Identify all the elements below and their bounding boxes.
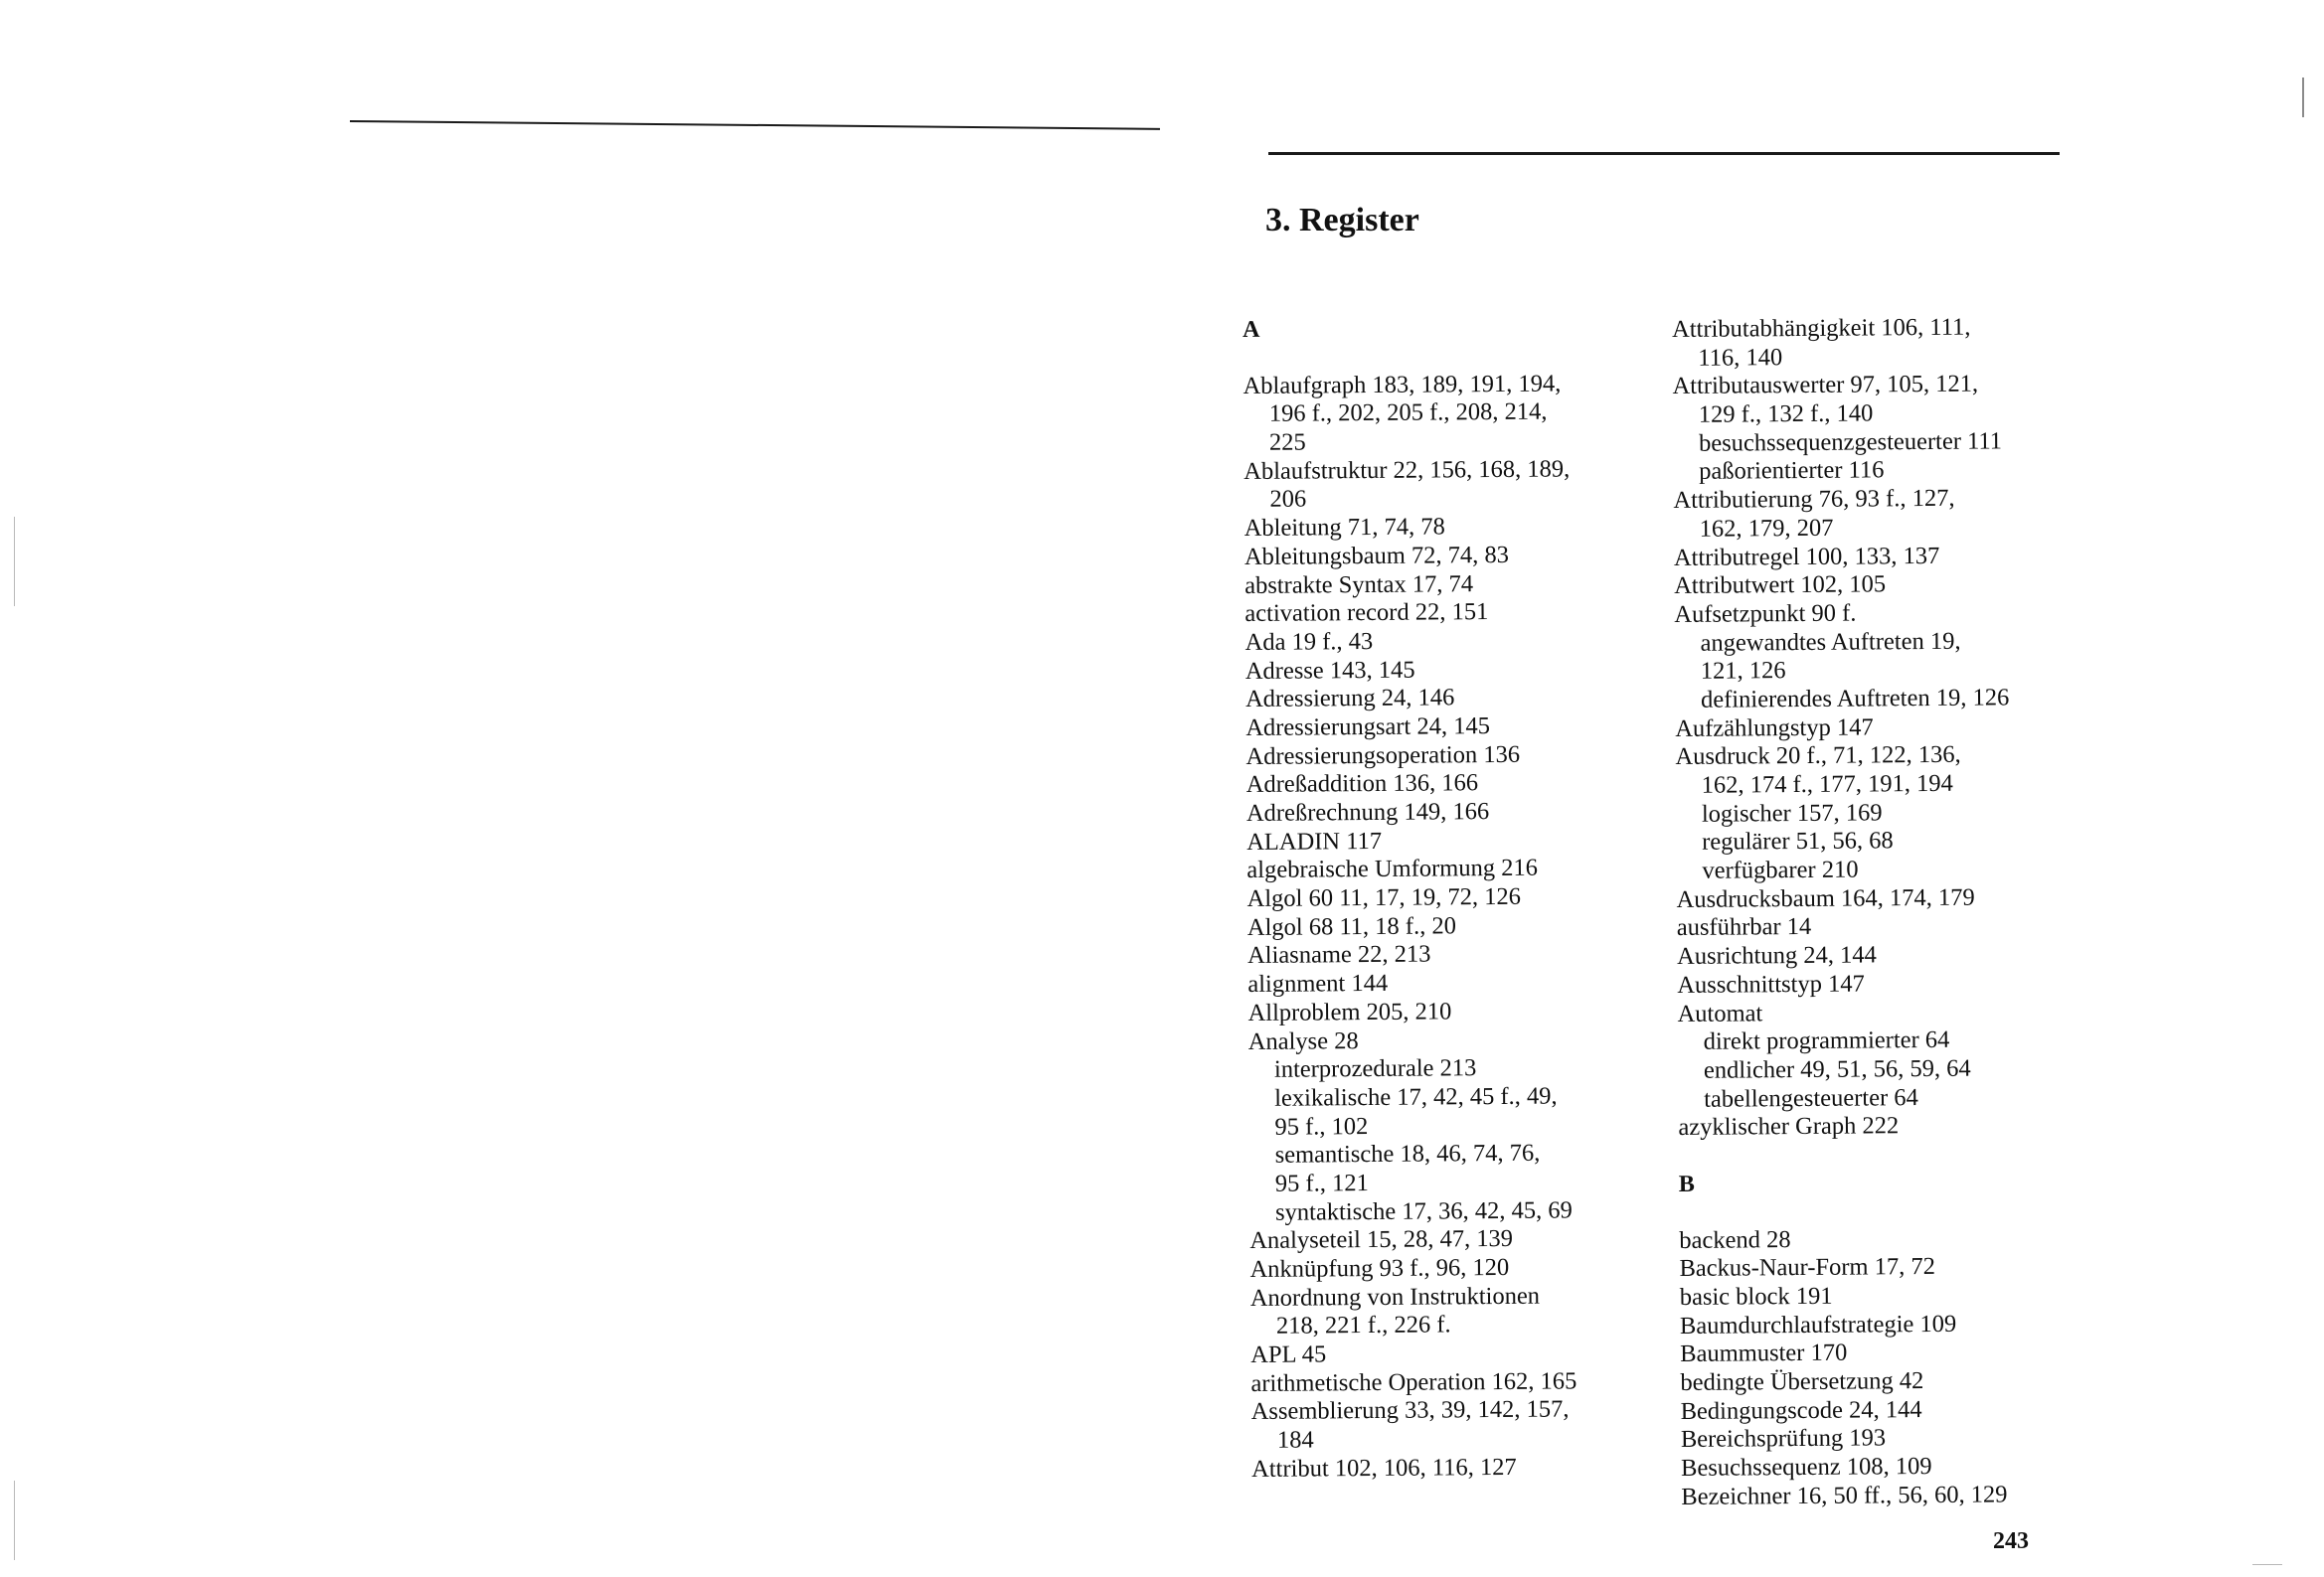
scan-artifact-mark xyxy=(14,1481,15,1560)
index-entry: Aufsetzpunkt 90 f. xyxy=(1674,599,1857,628)
index-entry: Backus-Naur-Form 17, 72 xyxy=(1679,1253,1936,1283)
index-subentry: paßorientierter 116 xyxy=(1699,456,1885,486)
index-entry: Attributwert 102, 105 xyxy=(1674,570,1887,600)
right-page-header-rule xyxy=(1268,152,2060,155)
index-entry: Ausrichtung 24, 144 xyxy=(1676,941,1877,971)
index-subentry: angewandtes Auftreten 19, xyxy=(1700,627,1961,657)
index-entry-continuation: 184 xyxy=(1276,1426,1314,1454)
index-entry-continuation: 206 xyxy=(1269,485,1307,514)
index-subentry: tabellengesteuerter 64 xyxy=(1704,1083,1918,1113)
index-spacer xyxy=(1679,1140,2096,1171)
index-spacer xyxy=(1679,1195,2096,1226)
index-entry: Ableitung 71, 74, 78 xyxy=(1244,513,1445,543)
index-subentry: interprozedurale 213 xyxy=(1273,1054,1477,1083)
index-entry: Anknüpfung 93 f., 96, 120 xyxy=(1249,1253,1510,1283)
index-entry: activation record 22, 151 xyxy=(1245,598,1489,628)
index-entry: Adressierungsoperation 136 xyxy=(1245,740,1521,770)
index-entry: Adressierung 24, 146 xyxy=(1245,684,1455,713)
index-entry: Ablaufgraph 183, 189, 191, 194, xyxy=(1243,370,1562,399)
index-subentry: lexikalische 17, 42, 45 f., 49, xyxy=(1274,1082,1558,1112)
index-entry: basic block 191 xyxy=(1679,1282,1833,1311)
index-entry: Attributregel 100, 133, 137 xyxy=(1673,542,1940,571)
index-entry: Adressierungsart 24, 145 xyxy=(1245,711,1490,741)
index-entry: ALADIN 117 xyxy=(1246,827,1383,856)
left-page-header-rule xyxy=(350,120,1160,130)
index-entry: abstrakte Syntax 17, 74 xyxy=(1245,569,1474,599)
index-entry-continuation: 129 f., 132 f., 140 xyxy=(1698,399,1874,428)
index-entry: Bezeichner 16, 50 ff., 56, 60, 129 xyxy=(1681,1481,2008,1510)
index-entry: Ausdrucksbaum 164, 174, 179 xyxy=(1676,883,1975,913)
index-entry: Analyseteil 15, 28, 47, 139 xyxy=(1249,1225,1514,1255)
scan-artifact-mark xyxy=(2302,78,2304,117)
index-entry: Attributauswerter 97, 105, 121, xyxy=(1672,370,1979,400)
section-title: 3. Register xyxy=(1265,202,1419,238)
index-entry: Assemblierung 33, 39, 142, 157, xyxy=(1250,1395,1570,1426)
index-entry: Automat xyxy=(1677,999,1763,1027)
index-subentry: definierendes Auftreten 19, 126 xyxy=(1700,684,2010,713)
index-entry: Ausdruck 20 f., 71, 122, 136, xyxy=(1675,741,1961,771)
index-subentry: direkt programmierter 64 xyxy=(1703,1026,1950,1055)
index-spacer xyxy=(1243,341,1660,372)
index-entry: APL 45 xyxy=(1250,1340,1327,1369)
index-entry: azyklischer Graph 222 xyxy=(1678,1112,1900,1142)
index-entry: arithmetische Operation 162, 165 xyxy=(1250,1367,1577,1397)
index-entry: Bedingungscode 24, 144 xyxy=(1680,1395,1922,1425)
index-entry: Allproblem 205, 210 xyxy=(1247,998,1452,1026)
index-entry: Bereichsprüfung 193 xyxy=(1680,1424,1887,1454)
index-subentry: besuchssequenzgesteuerter 111 xyxy=(1698,427,2003,457)
index-column-left xyxy=(1243,313,1669,1485)
index-entry: Attributierung 76, 93 f., 127, xyxy=(1673,484,1955,515)
index-entry: backend 28 xyxy=(1679,1225,1791,1254)
index-entry: Aliasname 22, 213 xyxy=(1246,940,1431,970)
index-subentry: endlicher 49, 51, 56, 59, 64 xyxy=(1703,1054,1971,1084)
index-entry: Algol 68 11, 18 f., 20 xyxy=(1246,912,1456,941)
index-letter-heading: A xyxy=(1243,316,1260,343)
index-entry: Anordnung von Instruktionen xyxy=(1249,1282,1541,1312)
index-subentry: logischer 157, 169 xyxy=(1701,799,1883,828)
index-entry: Ableitungsbaum 72, 74, 83 xyxy=(1244,541,1510,570)
index-entry-continuation: 196 f., 202, 205 f., 208, 214, xyxy=(1268,397,1548,428)
index-entry: Attribut 102, 106, 116, 127 xyxy=(1251,1453,1517,1483)
index-entry: Analyse 28 xyxy=(1247,1026,1359,1055)
index-letter-heading: B xyxy=(1678,1171,1695,1197)
index-entry: Baumdurchlaufstrategie 109 xyxy=(1679,1310,1957,1340)
index-entry: Adreßaddition 136, 166 xyxy=(1245,769,1479,799)
index-entry: algebraische Umformung 216 xyxy=(1246,855,1539,884)
index-subentry: 121, 126 xyxy=(1700,657,1786,686)
index-entry: Adresse 143, 145 xyxy=(1245,656,1415,685)
index-entry: Adreßrechnung 149, 166 xyxy=(1245,798,1490,827)
index-entry: Ada 19 f., 43 xyxy=(1245,627,1374,656)
index-subentry: 95 f., 102 xyxy=(1274,1112,1369,1141)
index-subentry: 95 f., 121 xyxy=(1274,1169,1369,1197)
scan-artifact-mark xyxy=(2252,1564,2282,1565)
index-subentry: syntaktische 17, 36, 42, 45, 69 xyxy=(1274,1196,1573,1226)
index-entry-continuation: 116, 140 xyxy=(1698,343,1783,372)
index-entry-continuation: 218, 221 f., 226 f. xyxy=(1275,1311,1451,1340)
index-entry: Baummuster 170 xyxy=(1680,1340,1848,1368)
index-entry-continuation: 162, 179, 207 xyxy=(1699,514,1834,543)
index-subentry: semantische 18, 46, 74, 76, xyxy=(1274,1139,1541,1170)
index-entry: Besuchssequenz 108, 109 xyxy=(1681,1453,1932,1483)
scan-artifact-mark xyxy=(14,517,15,606)
index-entry: Ablaufstruktur 22, 156, 168, 189, xyxy=(1244,455,1571,485)
index-column-right xyxy=(1672,313,2098,1512)
index-subentry: verfügbarer 210 xyxy=(1702,856,1859,884)
page-number: 243 xyxy=(1993,1528,2029,1554)
index-entry: alignment 144 xyxy=(1247,969,1389,999)
index-entry-continuation: 225 xyxy=(1268,428,1306,456)
index-subentry: regulärer 51, 56, 68 xyxy=(1702,827,1894,857)
index-entry: Attributabhängigkeit 106, 111, xyxy=(1672,313,1971,343)
index-entry: Algol 60 11, 17, 19, 72, 126 xyxy=(1246,882,1522,913)
index-entry: bedingte Übersetzung 42 xyxy=(1680,1367,1924,1397)
index-entry-continuation: 162, 174 f., 177, 191, 194 xyxy=(1701,769,1953,799)
index-entry: ausführbar 14 xyxy=(1676,913,1812,942)
index-entry: Aufzählungstyp 147 xyxy=(1675,713,1874,742)
index-entry: Ausschnittstyp 147 xyxy=(1677,970,1865,999)
